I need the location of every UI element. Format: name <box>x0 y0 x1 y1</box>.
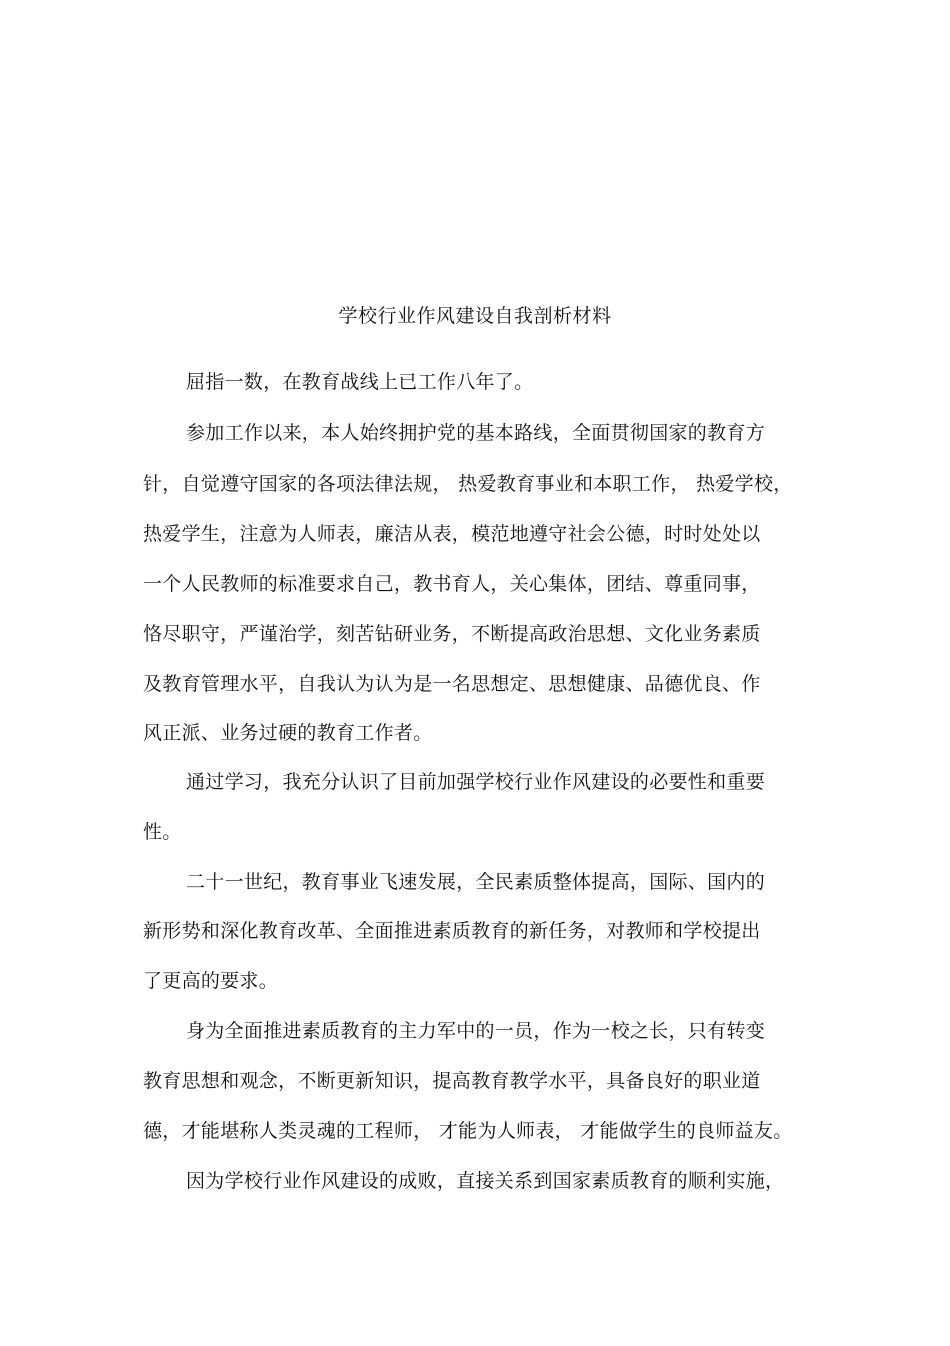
paragraph-line: 通过学习，我充分认识了目前加强学校行业作风建设的必要性和重要 <box>186 771 766 793</box>
paragraph-line: 恪尽职守，严谨治学，刻苦钻研业务，不断提高政治思想、文化业务素质 <box>143 623 761 645</box>
paragraph-line: 因为学校行业作风建设的成败，直接关系到国家素质教育的顺利实施， <box>186 1170 785 1192</box>
paragraph-line: 二十一世纪，教育事业飞速发展，全民素质整体提高，国际、国内的 <box>186 871 766 893</box>
paragraph-line: 风正派、业务过硬的教育工作者。 <box>143 722 433 744</box>
paragraph-line: 身为全面推进素质教育的主力军中的一员，作为一校之长，只有转变 <box>186 1020 766 1042</box>
paragraph-line: 一个人民教师的标准要求自己，教书育人，关心集体，团结、尊重同事， <box>143 573 761 595</box>
paragraph-line: 教育思想和观念，不断更新知识，提高教育教学水平，具备良好的职业道 <box>143 1070 761 1092</box>
paragraph-line: 了更高的要求。 <box>143 970 279 992</box>
paragraph-line: 针，自觉遵守国家的各项法律法规， 热爱教育事业和本职工作， 热爱学校， <box>143 473 793 495</box>
paragraph-line: 德，才能堪称人类灵魂的工程师， 才能为人师表， 才能做学生的良师益友。 <box>143 1120 793 1142</box>
paragraph-line: 性。 <box>143 821 182 843</box>
paragraph-line: 屈指一数，在教育战线上已工作八年了。 <box>186 371 534 393</box>
paragraph-line: 热爱学生，注意为人师表，廉洁从表，模范地遵守社会公德，时时处处以 <box>143 523 761 545</box>
document-title: 学校行业作风建设自我剖析材料 <box>338 305 612 327</box>
paragraph-line: 新形势和深化教育改革、全面推进素质教育的新任务，对教师和学校提出 <box>143 920 761 942</box>
paragraph-line: 参加工作以来，本人始终拥护党的基本路线，全面贯彻国家的教育方 <box>186 422 766 444</box>
paragraph-line: 及教育管理水平，自我认为认为是一名思想定、思想健康、品德优良、作 <box>143 673 761 695</box>
